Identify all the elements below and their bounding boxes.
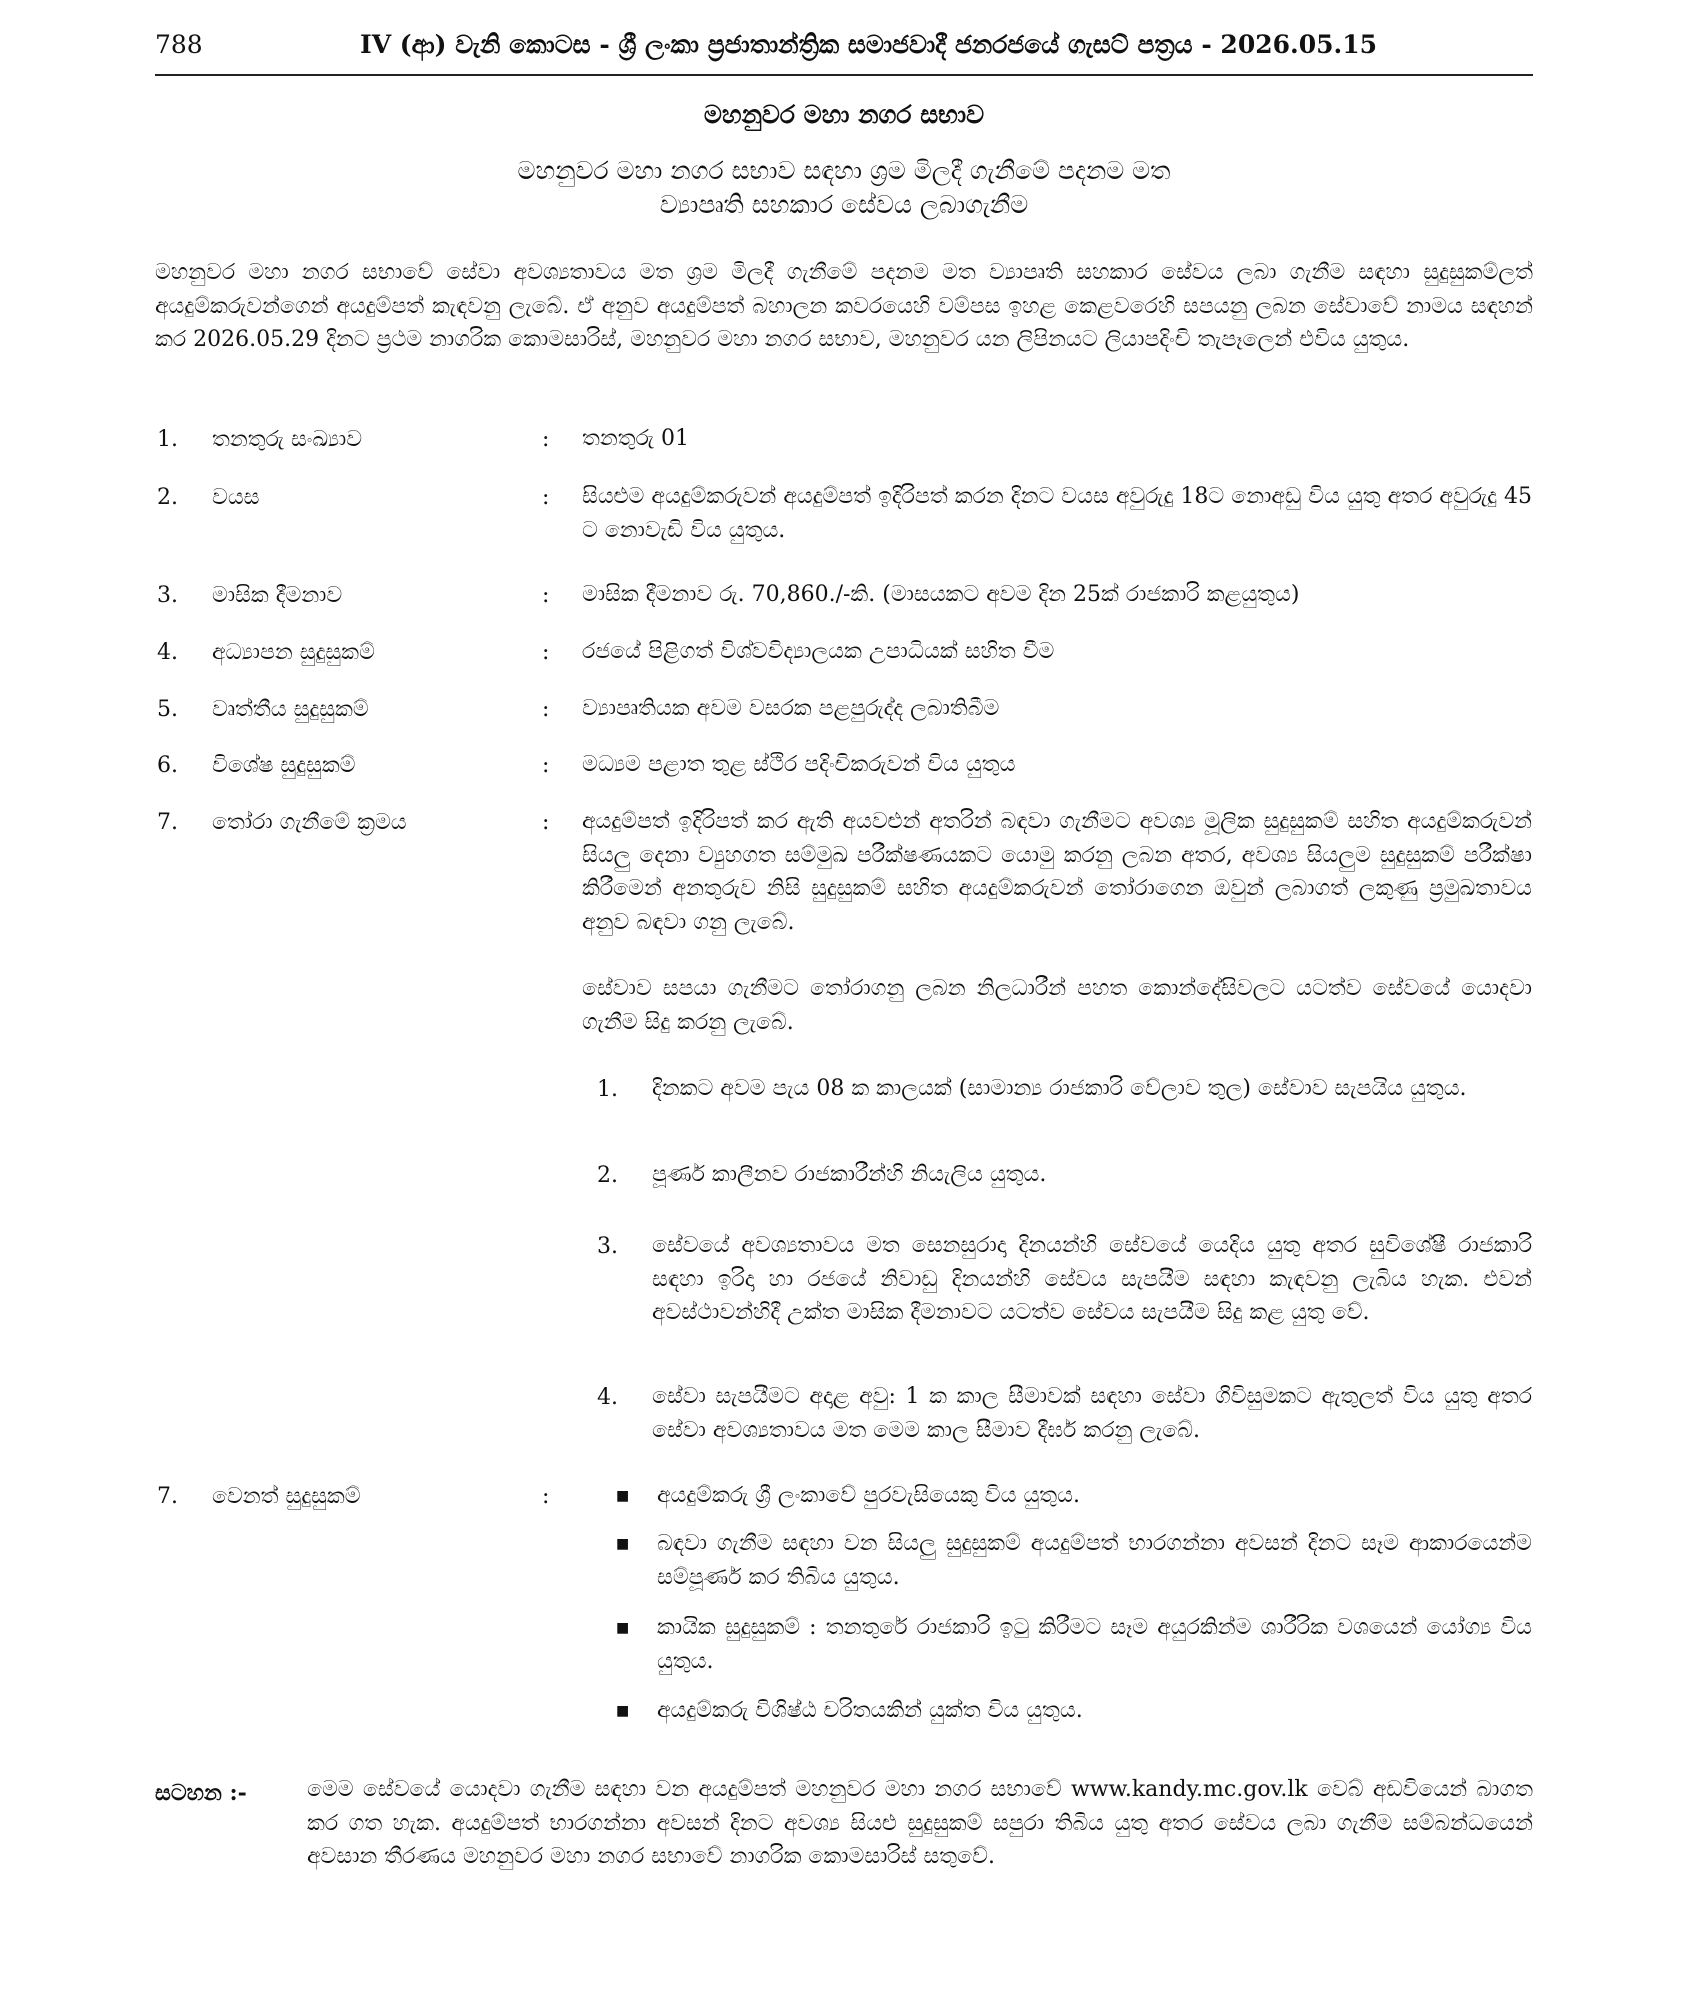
bullet-square-icon: ■ bbox=[616, 1536, 630, 1552]
bullet-square-icon: ■ bbox=[616, 1620, 630, 1636]
item-value: සියළුම අයදුම්කරුවන් අයදුම්පත් ඉදිරිපත් කරන දිනට වයස අවුරුදු 18ට නොඅඩු විය යුතු අතර අවුරුදු 45 ට නොවැඩි විය යුතුය. bbox=[582, 484, 1532, 543]
item-colon: : bbox=[542, 1484, 550, 1509]
condition-number: 2. bbox=[597, 1163, 618, 1188]
item-number: 7. bbox=[157, 1484, 178, 1509]
condition-text: සේවයේ අවශ්‍යතාවය මත සෙනසුරාදා දිනයන්හි සේවයේ යෙදිය යුතු අතර සුවිශේෂී රාජකාරි සඳහා ඉරිදා හා රජයේ නිවාඩු දිනයන්හි සේවය සැපයීම සඳහා කැඳවනු ලැබිය හැක. එවන් අවස්ථාවන්හිදී උක්ත මාසික දීමනාවට යටත්ව සේවය සැපයීම සිදු කළ යුතු වේ. bbox=[652, 1233, 1532, 1325]
item-number: 5. bbox=[157, 697, 178, 722]
item-number: 7. bbox=[157, 810, 178, 835]
item-colon: : bbox=[542, 753, 550, 778]
item-label: තනතුරු සංඛ්‍යාව bbox=[212, 427, 363, 452]
org-name: මහනුවර මහා නගර සභාව bbox=[703, 100, 985, 129]
bullet-text: බඳවා ගැනීම සඳහා වන සියලු සුදුසුකම් අයදුම්පත් භාරගන්නා අවසන් දිනට සෑම ආකාරයෙන්ම සම්පූර්ණ කර තිබිය යුතුය. bbox=[657, 1531, 1532, 1590]
condition-number: 3. bbox=[597, 1234, 618, 1259]
item-value: තනතුරු 01 bbox=[582, 426, 689, 451]
item-number: 3. bbox=[157, 583, 178, 608]
item-colon: : bbox=[542, 697, 550, 722]
condition-text: සේවා සැපයීමට අදාළ අවු: 1 ක කාල සීමාවක් සඳහා සේවා ගිවිසුමකට ඇතුලත් විය යුතු අතර සේවා අවශ්‍යතාවය මත මෙම කාල සීමාව දීර්ඝ කරනු ලැබේ. bbox=[652, 1384, 1532, 1443]
item-label: වයස bbox=[212, 485, 260, 510]
page-number: 788 bbox=[155, 30, 203, 59]
item-number: 2. bbox=[157, 485, 178, 510]
item-value: ව්‍යාපෘතියක අවම වසරක පළපුරුද්ද ලබාතිබීම bbox=[582, 696, 1000, 721]
item-value: අයදුම්පත් ඉදිරිපත් කර ඇති අයවළුන් අතරින් බඳවා ගැනීමට අවශ්‍ය මූලික සුදුසුකම් සහිත අයදුම්කරුවන් සියලු දෙනා ව්‍යුහගත සම්මුඛ පරීක්ෂණයකට යොමු කරනු ලබන අතර, අවශ්‍ය සියලුම සුදුසුකම් පරීක්ෂා කිරීමෙන් අනතුරුව නිසි සුදුසුකම් සහිත අයදුම්කරුවන් තෝරාගෙන ඔවුන් ලබාගත් ලකුණු ප්‍රමුඛතාවය අනුව බඳවා ගනු ලැබේ. bbox=[582, 809, 1532, 935]
item-value: මාසික දීමනාව රු. 70,860./-කි. (මාසයකට අවම දින 25ක් රාජකාරි කළයුතුය) bbox=[582, 582, 1300, 607]
item-label: විශේෂ සුදුසුකම් bbox=[212, 753, 356, 778]
notice-subtitle-line2: ව්‍යාපෘති සහකාර සේවය ලබාගැනීම bbox=[659, 190, 1029, 219]
notice-subtitle-line1: මහනුවර මහා නගර සභාව සඳහා ශ්‍රම මිලදී ගැනීමේ පදනම මත bbox=[517, 156, 1171, 185]
gazette-header-title: IV (ආ) වැනි කොටස - ශ්‍රී ලංකා ප්‍රජාතාන්ත්‍රික සමාජවාදී ජනරජයේ ගැසට් පත්‍රය - 2026.05.15 bbox=[360, 30, 1377, 59]
condition-text: පූර්ණ කාලීනව රාජකාරීන්හි නියැලිය යුතුය. bbox=[652, 1162, 1047, 1187]
intro-paragraph: මහනුවර මහා නගර සභාවේ සේවා අවශ්‍යතාවය මත ශ්‍රම මිලදී ගැනීමේ පදනම මත ව්‍යාපෘති සහකාර සේවය ලබා ගැනීම සඳහා සුදුසුකම්ලත් අයදුම්කරුවන්ගෙන් අයදුම්පත් කැඳවනු ලැබේ. ඒ අනුව අයදුම්පත් බහාලන කවරයෙහි වම්පස ඉහළ කෙළවරෙහි සපයනු ලබන සේවාවේ නාමය සඳහන් කර 2026.05.29 දිනට ප්‍රථම නාගරික කොමසාරිස්, මහනුවර මහා නගර සභාව, මහනුවර යන ලිපිනයට ලියාපදිංචි තැපෑලෙන් එවිය යුතුය. bbox=[155, 260, 1533, 352]
bullet-text: අයදුම්කරු විශිෂ්ඨ චරිතයකින් යුක්ත විය යුතුය. bbox=[657, 1698, 1083, 1723]
item-label: වෘත්තීය සුදුසුකම් bbox=[212, 697, 369, 722]
item-colon: : bbox=[542, 640, 550, 665]
condition-text: දිනකට අවම පැය 08 ක කාලයක් (සාමාන්‍ය රාජකාරි වේලාව තුල) සේවාව සැපයිය යුතුය. bbox=[652, 1076, 1467, 1101]
item-colon: : bbox=[542, 427, 550, 452]
item-label: මාසික දීමනාව bbox=[212, 583, 343, 608]
item-colon: : bbox=[542, 485, 550, 510]
item-value: රජයේ පිළිගත් විශ්වවිද්‍යාලයක උපාධියක් සහිත වීම bbox=[582, 639, 1055, 664]
header-rule bbox=[155, 74, 1533, 76]
bullet-text: අයදුම්කරු ශ්‍රී ලංකාවේ පුරවැසියෙකු විය යුතුය. bbox=[657, 1483, 1080, 1508]
item-number: 6. bbox=[157, 753, 178, 778]
item-number: 1. bbox=[157, 427, 178, 452]
note-text: මෙම සේවයේ යොදවා ගැනීම සඳහා වන අයදුම්පත් මහනුවර මහා නගර සභාවේ www.kandy.mc.gov.lk වෙබ් අඩවියෙන් බාගත කර ගත හැක. අයදුම්පත් භාරගන්නා අවසන් දිනට අවශ්‍ය සියළු සුදුසුකම් සපුරා තිබිය යුතු අතර සේවය ලබා ගැනීම සම්බන්ධයෙන් අවසාන තීරණය මහනුවර මහා නගර සභාවේ නාගරික කොමසාරිස් සතුවේ. bbox=[307, 1777, 1533, 1869]
item-colon: : bbox=[542, 810, 550, 835]
item-label: තෝරා ගැනීමේ ක්‍රමය bbox=[212, 810, 407, 835]
note-label: සටහන :- bbox=[155, 1780, 247, 1806]
condition-number: 4. bbox=[597, 1385, 618, 1410]
service-conditions-intro: සේවාව සපයා ගැනීමට තෝරාගනු ලබන නිලධාරීන් පහත කොන්දේසිවලට යටත්ව සේවයේ යොදවා ගැනීම සිදු කරනු ලැබේ. bbox=[582, 976, 1532, 1035]
item-number: 4. bbox=[157, 640, 178, 665]
item-label: වෙනත් සුදුසුකම් bbox=[212, 1484, 361, 1509]
item-label: අධ්‍යාපන සුදුසුකම් bbox=[212, 640, 375, 665]
item-value: මධ්‍යම පළාත තුළ ස්ථිර පදිංචිකරුවන් විය යුතුය bbox=[582, 752, 1016, 777]
item-colon: : bbox=[542, 583, 550, 608]
bullet-square-icon: ■ bbox=[616, 1488, 630, 1504]
bullet-text: කායික සුදුසුකම් : තනතුරේ රාජකාරි ඉටු කිරීමට සෑම අයුරකින්ම ශාරීරික වශයෙන් යෝග්‍ය විය යුතුය. bbox=[657, 1615, 1532, 1674]
bullet-square-icon: ■ bbox=[616, 1703, 630, 1719]
condition-number: 1. bbox=[597, 1077, 618, 1102]
